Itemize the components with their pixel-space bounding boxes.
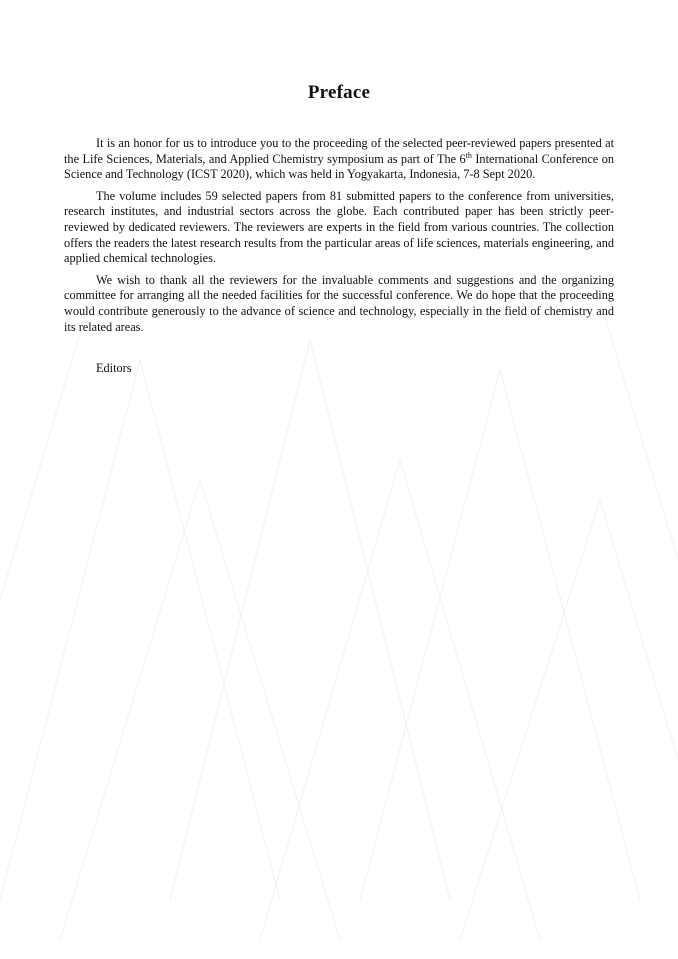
paragraph-intro (64, 136, 614, 183)
paragraph-intro-text: It is an honor for us to introduce you to the proceeding of the selected peer-reviewed papers presented at the Life Sciences, Materials, and Applied Chemistry symposium as part of The 6 (64, 136, 614, 166)
paragraph-thanks: We wish to thank all the reviewers for the invaluable comments and suggestions and the organizing committee for arranging all the needed facilities for the successful conference. We do hope that the proceeding would contribute generously to the advance of science and technology, especially in the field of chemistry and its related areas. (64, 272, 614, 334)
ordinal-superscript: th (465, 150, 472, 160)
paragraph-volume: The volume includes 59 selected papers from 81 submitted papers to the conference from universities, research institutes, and industrial sectors across the globe. Each contributed paper has been strictly peer-reviewed by dedicated reviewers. The reviewers are experts in the field from various countries. The collection offers the readers the latest research results from the particular areas of life sciences, materials engineering, and applied chemical technologies. (64, 188, 614, 266)
paragraph-intro-text-cont: International Conference on Science and Technology (ICST 2020), which was held in Yogyakarta, Indonesia, 7-8 Sept 2020. (64, 151, 614, 182)
signature: Editors (96, 361, 132, 376)
preface-body (64, 136, 614, 377)
background-watermark (0, 300, 678, 959)
page-title: Preface (307, 82, 371, 103)
